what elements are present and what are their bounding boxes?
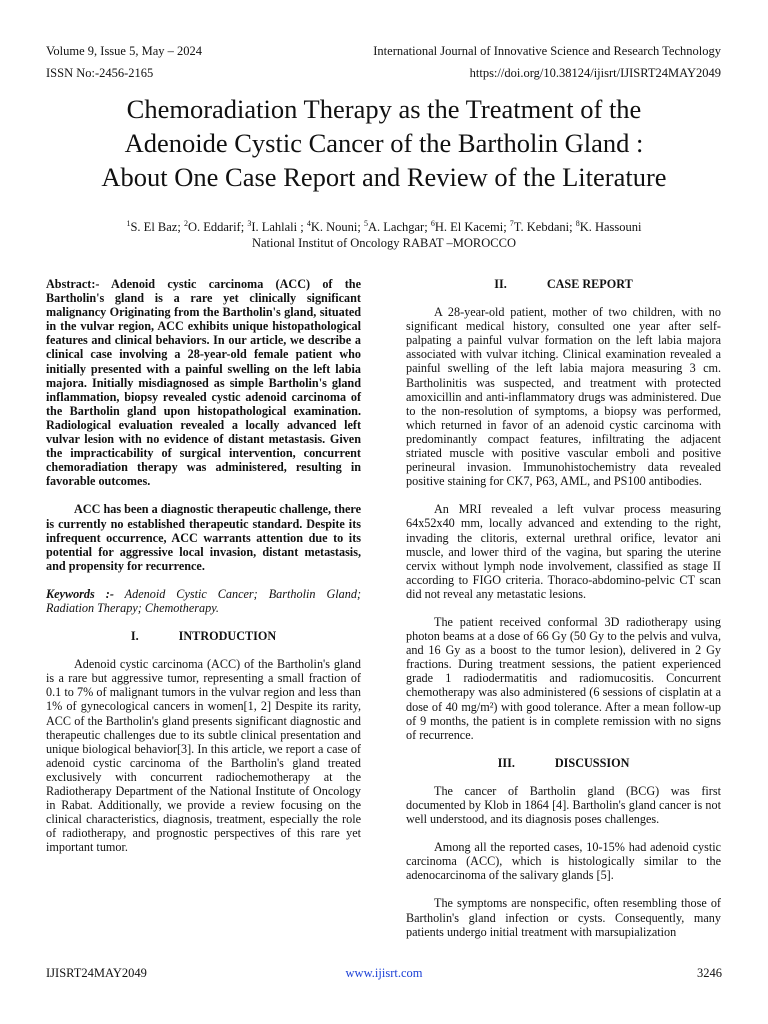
keywords [46, 587, 361, 615]
footer-site-link[interactable]: www.ijisrt.com [345, 966, 423, 980]
title-line-3: About One Case Report and Review of the Literature [101, 162, 667, 192]
right-column [406, 277, 721, 939]
section-heading-case-report: II. CASE REPORT [494, 277, 633, 291]
abstract-paragraph: Abstract:- Adenoid cystic carcinoma (ACC) of the Bartholin's gland is a rare yet clinically significant malignancy Originating from the Bartholin's gland, situated in the vulvar region, ACC exhibits unique histopathological features and clinical behaviors. In our article, we describe a clinical case involving a 28-year-old female patient who initially presented with a painful swelling on the left labia majora. Initially misdiagnosed as simple Bartholin's gland inflammation, biopsy revealed cystic adenoid carcinoma of the Bartholin gland upon histopathological examination. Radiological evaluation revealed a locally advanced left vulvar lesion with no evidence of distant metastasis. Given the impracticability of surgical intervention, concurrent chemoradiation therapy was administered, resulting in favorable outcomes. [46, 277, 361, 489]
author: $^4$K. Nouni; [306, 218, 364, 234]
paper-title [40, 92, 728, 194]
author: $^8$K. Hassouni [575, 218, 642, 234]
issn: ISSN No:-2456-2165 [46, 66, 154, 80]
discussion-paragraph-1: The cancer of Bartholin gland (BCG) was first documented by Klob in 1864 [4]. Bartholin's gland cancer is not well understood, and its diagnosis poses challenges. [406, 783, 721, 827]
author: $^6$H. El Kacemi; [430, 218, 510, 234]
case-paragraph-1: A 28-year-old patient, mother of two children, with no significant medical history, consulted one year after self-palpating a painful vulvar formation on the left labia majora associated with vulvar itching. Clinical examination revealed a painful swelling of the left labia majora measuring 3 cm. Bartholinitis was suspected, and treatment with protected amoxicillin and anti-inflammatory drugs was administered. Due to the non-resolution of symptoms, a biopsy was performed, which returned in favor of an adenoid cystic carcinoma with predominantly compact features, infiltrating the adjacent striated muscle with positive vascular emboli and positive perineural invasion. Immunohistochemistry data revealed positive staining for CK7, P63, AML, and PS100 antibodies. [406, 305, 721, 489]
author: $^7$T. Kebdani; [509, 218, 576, 234]
discussion-paragraph-2: Among all the reported cases, 10-15% had adenoid cystic carcinoma (ACC), which is histologically similar to the adenocarcinoma of the salivary glands [5]. [406, 840, 721, 883]
keywords-label: Keywords :- [46, 586, 114, 601]
title-line-2: Adenoide Cystic Cancer of the Bartholin Gland : [124, 128, 644, 158]
journal-name: International Journal of Innovative Science and Research Technology [373, 44, 721, 58]
section-heading-discussion: III. DISCUSSION [497, 755, 630, 770]
discussion-paragraph-3: The symptoms are nonspecific, often resembling those of Bartholin's gland infection or cysts. Consequently, many patients undergo initial treatment with marsupialization [406, 896, 721, 939]
footer-paper-id: IJISRT24MAY2049 [46, 966, 147, 980]
doi-link[interactable]: https://doi.org/10.38124/ijisrt/IJISRT24MAY2049 [469, 66, 721, 80]
case-paragraph-3: The patient received conformal 3D radiotherapy using photon beams at a dose of 66 Gy (50 Gy to the pelvis and vulva, and 16 Gy as a boost to the tumor lesion), delivered in 2 Gy fractions. During treatment sessions, the patient experienced grade 1 radiodermatitis and radiomucositis. Concurrent chemotherapy was also administered (6 sessions of cisplatin at a dose of 40 mg/m²) with good tolerance. After a mean follow-up of 9 months, the patient is in complete remission with no signs of recurrence. [406, 614, 721, 742]
case-paragraph-2: An MRI revealed a left vulvar process measuring 64x52x40 mm, locally advanced and extending to the right, invading the clitoris, external urethral orifice, levator ani muscle, and lower third of the vagina, but sparing the uterine cervix without lymph node involvement, classified as stage II according to FIGO criteria. Thoraco-abdomino-pelvic CT scan did not reveal any metastatic lesions. [406, 502, 721, 601]
affiliation: National Institut of Oncology RABAT –MOROCCO [251, 236, 516, 250]
abstract-paragraph-2: ACC has been a diagnostic therapeutic challenge, there is currently no established therapeutic standard. Despite its infrequent occurrence, ACC warrants attention due to its potential for aggressive local invasion, distant metastasis, and propensity for recurrence. [46, 502, 361, 573]
author: $^2$O. Eddarif; [183, 218, 248, 234]
title-line-1: Chemoradiation Therapy as the Treatment of the [126, 94, 642, 124]
author: $^5$A. Lachgar; [363, 218, 431, 234]
left-column [46, 277, 361, 854]
author: $^3$I. Lahlali ; [247, 218, 307, 234]
page-number: 3246 [697, 966, 722, 980]
author: $^1$S. El Baz; [126, 218, 184, 234]
introduction-paragraph: Adenoid cystic carcinoma (ACC) of the Bartholin's gland is a rare but aggressive tumor, representing a small fraction of 0.1 to 7% of malignant tumors in the vulvar region and less than 1% of gynecological cancers in women[1, 2] Despite its rarity, ACC of the Bartholin's gland presents significant diagnostic and therapeutic challenges due to its subtle clinical presentation and unique biological behavior[3]. In this article, we report a case of adenoid cystic carcinoma of the Bartholin's gland treated exclusively with concurrent radiochemotherapy at the Radiotherapy Department of the National Institute of Oncology in Rabat. Additionally, we provide a review focusing on the clinical characteristics, diagnosis, treatment, especially the role of radiotherapy, and prognostic perspectives of this rare yet important tumor. [46, 657, 361, 855]
keywords-text: Adenoid Cystic Cancer; Bartholin Gland; Radiation Therapy; Chemotherapy. [46, 586, 361, 615]
author-list [40, 220, 728, 235]
volume-info: Volume 9, Issue 5, May – 2024 [46, 44, 203, 58]
section-heading-introduction: I. INTRODUCTION [130, 629, 277, 644]
